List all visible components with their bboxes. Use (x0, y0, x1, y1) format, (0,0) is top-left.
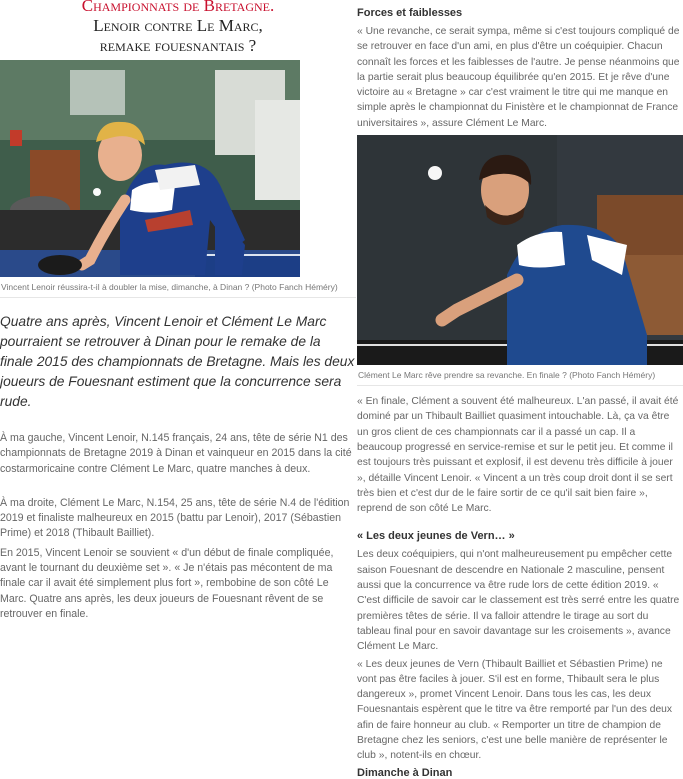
paragraph-1: À ma gauche, Vincent Lenoir, N.145 français, 24 ans, tête de série N1 des championnats de Bretagne 2019 à Dinan et vainqueur en 2015 dans la cité costarmoricaine contre Clément Le Marc, quatre manches à deux. (0, 432, 352, 475)
section-paragraph-final: « En finale, Clément a souvent été malheureux. L'an passé, il avait été dominé par un Thibault Bailliet quasiment intouchable. Là, ça va être un gros client de ces championnats car il a passé un cap. Il a beaucoup progressé en service-remise et sur le petit jeu. Et comme il est toujours très puissant et explosif, il est devenu très difficile à jouer », détaille Vincent Lenoir. « Vincent a un très coup droit dont il se sert très bien et c'est dur de le faire sortir de ce qu'il sait bien faire », reprend de son côté Le Marc. (357, 396, 679, 515)
section-title-forces: Forces et faiblesses (357, 7, 463, 19)
section-paragraph-vern-1: Les deux coéquipiers, qui n'ont malheureusement pu empêcher cette saison Fouesnant de descendre en Nationale 2 masculine, pensent aussi que la concurrence va être rude lors de cette édition 2019. « C'est difficile de savoir car le classement est très serré entre les quatre premières têtes de série. Il va falloir attendre le tirage au sort du tableau final pour en savoir davantage sur les croisements », avance Clément Le Marc. (357, 549, 680, 653)
left-column (0, 0, 356, 622)
headline-line-1: Championnats de Bretagne. (81, 0, 275, 15)
photo-caption-1: Vincent Lenoir réussira-t-il à doubler la mise, dimanche, à Dinan ? (Photo Fanch Héméry) (0, 277, 356, 298)
right-column (357, 0, 683, 779)
paragraph-2: À ma droite, Clément Le Marc, N.154, 25 ans, tête de série N.4 de l'édition 2019 et finaliste malheureux en 2015 (battu par Lenoir), 2017 (Sébastien Prime) et 2018 (Thibault Bailliet). (0, 496, 350, 540)
player-photo-illustration-2 (357, 135, 683, 365)
section-title-dinan: Dimanche à Dinan (357, 766, 453, 779)
headline (0, 0, 356, 56)
photo-vincent-lenoir (0, 60, 300, 277)
section-paragraph-forces: « Une revanche, ce serait sympa, même si c'est toujours compliqué de se retrouver en face d'un ami, en plus d'être un coéquipier. Chacun connaît les forces et les faiblesses de l'autre. Je pense néanmoins que la partie serait plus beaucoup équilibrée qu'en 2015. Et je rêve d'une victoire au « Bretagne » car c'est vraiment le titre qui me manque en simple après le championnat du Finistère et le championnat de France universitaires », assure Clément Le Marc. (357, 26, 680, 129)
photo-clement-le-marc (357, 135, 683, 365)
player-photo-illustration (0, 60, 300, 277)
photo-caption-2: Clément Le Marc rêve prendre sa revanche. En finale ? (Photo Fanch Héméry) (357, 365, 683, 386)
headline-line-2: Lenoir contre Le Marc, (93, 16, 263, 35)
section-paragraph-vern-2: « Les deux jeunes de Vern (Thibault Bailliet et Sébastien Prime) ne vont pas être faciles à jouer. S'il est en forme, Thibault sera le plus dangereux », promet Vincent Lenoir. Dans tous les cas, les deux Fouesnantais espèrent que le titre va être remporté par l'un des deux afin de faire honneur au club. « Remporter un titre de champion de Bretagne chez les seniors, c'est une belle manière de représenter le club », notent-ils en chœur. (357, 658, 673, 762)
lead-paragraph: Quatre ans après, Vincent Lenoir et Clément Le Marc pourraient se retrouver à Dinan pour le remake de la finale 2015 des championnats de Bretagne. Mais les deux joueurs de Fouesnant estiment que la concurrence sera rude. (0, 314, 355, 409)
headline-line-3: remake fouesnantais ? (99, 36, 257, 55)
section-title-vern: « Les deux jeunes de Vern… » (357, 530, 515, 543)
paragraph-3: En 2015, Vincent Lenoir se souvient « d'un début de finale compliquée, avant le tournant du deuxième set ». « Je n'étais pas mécontent de ma finale car il avait été simplement plus fort », rembobine de son côté Le Marc. Quatre ans après, les deux joueurs de Fouesnant rêvent de se retrouver en finale. (0, 546, 334, 620)
